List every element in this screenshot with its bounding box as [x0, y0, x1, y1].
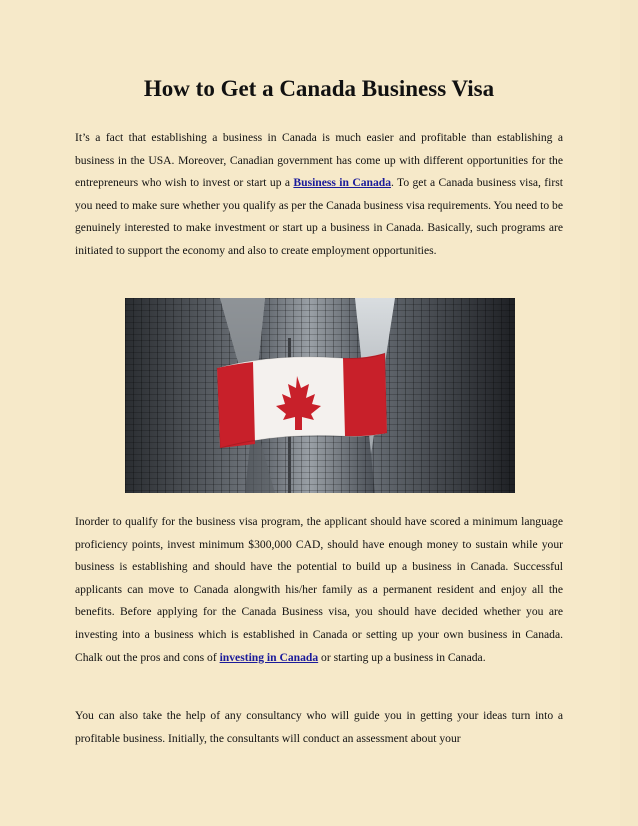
canada-flag — [217, 353, 387, 448]
requirements-text-after-link: or starting up a business in Canada. — [318, 650, 486, 664]
canada-flag-skyscrapers-photo — [125, 298, 515, 493]
intro-paragraph — [75, 127, 563, 263]
photo-illustration — [125, 298, 515, 493]
consultancy-paragraph: You can also take the help of any consultancy who will guide you in getting your ideas turn into a profitable business. Initially, the consultants will conduct an assessment about your — [75, 709, 563, 745]
investing-in-canada-link[interactable]: investing in Canada — [219, 650, 319, 664]
intro-text-before-link: It’s a fact that establishing a business in Canada is much easier and profitable than establishing a business in the USA. Moreover, Canadian government has come up with different opportunities for the entrepreneurs who wish to invest or start up a — [75, 131, 563, 190]
page-title: How to Get a Canada Business Visa — [143, 76, 495, 101]
intro-text-after-link: . To get a Canada business visa, first you need to make sure whether you qualify as per the Canada business visa requirements. You need to be genuinely interested to make investment or start up a business in Canada. Basically, such programs are initiated to support the economy and also to create employment opportunities. — [75, 176, 563, 257]
business-in-canada-link[interactable]: Business in Canada — [293, 176, 391, 190]
requirements-text-before-link: Inorder to qualify for the business visa program, the applicant should have scored a minimum language proficiency points, invest minimum $300,000 CAD, should have enough money to sustain while your business is establishing and should have the potential to build up a business in Canada. Successful applicants can move to Canada alongwith his/her family as a permanent resident and enjoy all the benefits. Before applying for the Canada Business visa, you should have decided whether you are investing into a business which is established in Canada or setting up your own business in Canada. Chalk out the pros and cons of — [75, 515, 563, 664]
requirements-paragraph — [75, 511, 563, 669]
